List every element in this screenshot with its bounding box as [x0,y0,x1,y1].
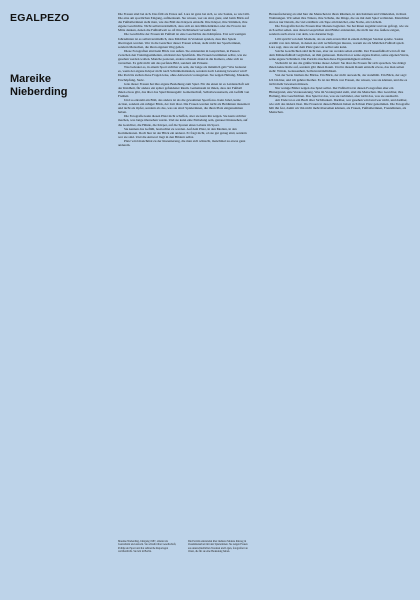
article-paragraph: Was bedeutet es, in einem Sport sichtbar zu sein, der lange als männlich galt? Was bedeutet es, wenn der eigene Körper nicht nach Schönheitsidealen, sondern nach Leistung bewertet wird? Die Porträts stellen diese Fragen leise, ohne Antworten vorzugeben. Sie zeigen Haltung, Muskeln, Erschöpfung, Stolz. [118,65,250,82]
article-column-left [118,12,250,532]
author-name [10,73,100,99]
article-paragraph: Nur wenige Bilder zeigen das Spiel selbst. Der Fußball ist in diesen Fotografien eher ein Hintergrund, eine Voraussetzung. Was im Vordergrund steht, sind die Menschen. Ihre Gesichter, ihre Haltung, ihre Geschichten. Das Spiel ist das, was sie verbindet, aber nicht das, was sie ausmacht. [269,85,404,98]
caption-block [118,540,250,553]
article-paragraph: Jede dieser Frauen hat ihre eigene Beziehung zum Spiel. Für die einen ist es Leidenschaft seit der Kindheit, für andere ein später gefundener Raum. Gemeinsam ist ihnen, dass der Fußball ihnen etwas gibt, das über das Spiel hinausgeht: Gemeinschaft, Selbstbewusstsein, ein Gefühl von Freiheit. [118,81,250,98]
article-paragraph: Die Geschichte der Frauen im Fußball ist eine Geschichte des Kämpfens. Erst seit wenigen Jahrzehnten ist es selbstverständlich, dass Mädchen in Vereinen spielen, dass ihre Spiele übertragen werden. Wer in die Gesichter dieser Frauen schaut, sieht nicht nur Sportlerinnen, sondern Menschen, die ihren eigenen Weg gehen. [118,32,246,49]
author-bio-caption: Mareike Nieberding, Jahrgang 1987, arbeitet als Journalistin und Autorin. Sie schreibt über Gesellschaft, Politik und Sport und hat zahlreiche Reportagen veröffentlicht. Sie lebt in Berlin. [118,540,177,553]
article-paragraph: Sie kennen das Gefühl, beobachtet zu werden. Auf dem Platz, in den Medien, in den Kommentaren. Doch hier ist der Blick ein anderer. Er fragt nicht, ob sie gut genug sind, sondern wer sie sind. Und die Antwort liegt in den Bildern selbst. [118,126,247,139]
article-paragraph: Solche Geschichten sind nicht neu, aber sie werden selten erzählt. Der Frauenfußball wird oft mit dem Männerfußball verglichen, an ihm gemessen. Dabei hat er seine eigene Kultur, seine eigenen Werte, seine eigene Schönheit. Die Porträts machen diese Eigenständigkeit sichtbar. [269,48,410,62]
article-paragraph: Vielleicht ist das die größte Stärke dieser Arbeit: Sie lässt die Frauen für sich sprechen. Sie drängt ihnen keine Rolle auf, sondern gibt ihnen Raum. Und in diesem Raum entsteht etwas, das man selten sieht: Würde, Gelassenheit, Selbstverständlichkeit. [269,61,406,74]
article-paragraph: Am Ende ist es ein Buch über Sichtbarkeit. Darüber, wer gesehen wird und wer nicht, und darüber, wie sich das ändern lässt. Die Frauen in diesen Bildern haben sich ihren Platz genommen. Die Fotografie hält ihn fest, damit wir ihn nicht mehr übersehen können, als Frauen, Fußballerinnen, Freundinnen, als Menschen. [269,97,410,115]
article-paragraph: Die Frauen sind bei sich. Das fällt als Erstes auf. Lara ist ganz bei sich, so wie Saskia, so wie Lilli. Die eine am sportlichen Eingang, aufmerksam. Sie wissen, wer sie sind, ganz, und beim Blick auf die Fußballerinnen sieht man, wie das Bild des Körpers entsteht. Ihre Körper, ihre Stimmen, ihre eigene Geschichte. Nicht selbstverständlich, dass sich an den Mittelstürmer oder die Frau in der Mitte denken, denen die Fußballwelt so oft ihre Sichtbarkeit verwehrt hat. [118,12,250,33]
article-column-right [269,12,411,589]
article-paragraph: Von der Serie bleiben die Blicke. Ein Blick, der nicht ausweicht, der standhält. Ein Blick, der sagt: Ich bin hier, und ich gehöre hierher. Es ist der Blick von Frauen, die wissen, was sie können, und die es nicht mehr beweisen müssen. [269,73,408,86]
article-paragraph: Platz wird manchmal zu der Inszenierung, die man sich wünscht, manchmal zu etwas ganz anderem. [118,138,246,147]
article-paragraph: Herausforderung an sind hier die Menschen in ihren Räumen, in den Kabinen und Umkleiden, in ihren Wohnungen. Wir sehen ihre Trikots, ihre Schuhe, die Dinge, die sie mit dem Spiel verbinden. Manchmal sind es nur Details, die viel erzählen: ein Tape am Knöchel, eine Narbe, ein Lächeln. [269,12,409,25]
article-paragraph: Und so entsteht ein Bild, das anders ist als die gewohnten Sportfotos. Kein Jubel, keine Action, sondern ein ruhiger Blick, der Zeit lässt. Die Frauen werden nicht als Heldinnen inszeniert und nicht als Opfer, sondern als das, was sie sind: Spielerinnen, die ihren Platz eingenommen haben. [118,97,250,115]
article-paragraph: Lilli spricht von dem Moment, als sie zum ersten Mal in einem richtigen Stadion spielte. Saskia erzählt von den Jahren, in denen sie sich rechtfertigen musste, warum sie als Mädchen Fußball spielt. Lara sagt, dass sie auf dem Platz ganz sie selbst sein kann. [269,36,405,49]
article-paragraph: Die Fotografin hat die Frauen über Monate begleitet. Sie hat ihnen zugehört und sie gefragt, wie sie sich selbst sehen. Aus diesen Gesprächen sind Bilder entstanden, die nicht nur das Äußere zeigen, sondern auch etwas von dem, was darunter liegt. [269,24,409,37]
photo-caption: Die Porträts entstanden über mehrere Monate hinweg in Zusammenarbeit mit den Spielerinnen. Sie zeigen Frauen aus unterschiedlichen Vereinen und Ligen, fotografiert an Orten, die für sie eine Bedeutung haben. [188,540,248,553]
author-last-name: Nieberding [10,86,68,98]
author-first-name: Mareike [10,73,51,85]
article-paragraph: Diese Fotografien sind kein Blick von außen. Sie entstanden in Gesprächen, in Pausen zwischen den Trainingseinheiten, am Rand des Spielfelds. Die Frauen bestimmen selbst, wie sie gesehen werden wollen. Manche posieren, andere schauen direkt in die Kamera, ohne sich zu verstellen. Es geht nicht um das perfekte Bild, sondern um Präsenz. [118,48,247,66]
section-kicker: EGALPEZO [10,12,70,24]
article-paragraph: Die Fotografie kann diesen Platz nicht schaffen, aber sie kann ihn zeigen. Sie kann sichtbar machen, was lange übersehen wurde. Und sie kann eine Einladung sein, genauer hinzusehen, auf die Gesichter, die Hände, die Körper, auf die Spuren eines Lebens im Sport. [118,114,248,127]
